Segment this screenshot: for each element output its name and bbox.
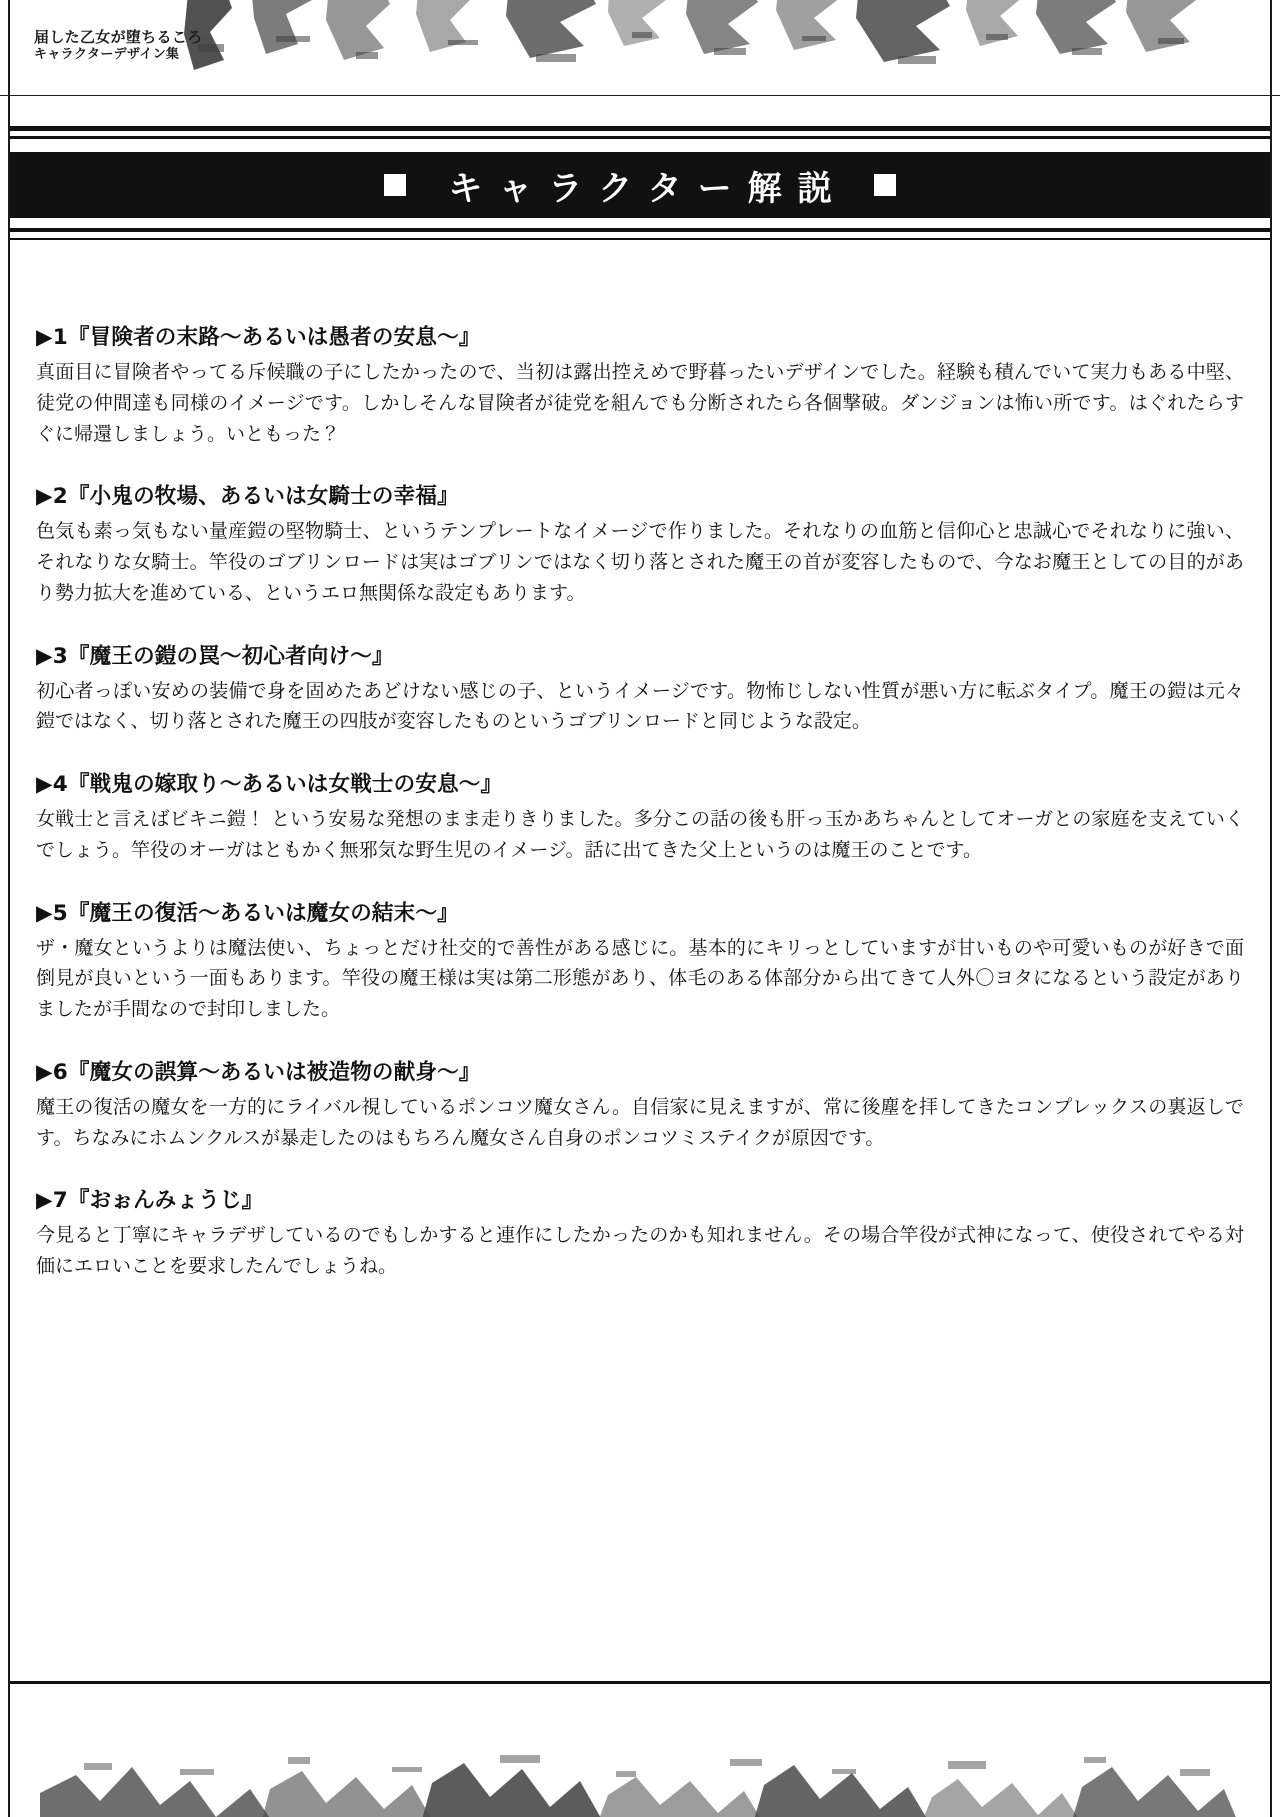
section-title-bar (10, 152, 1270, 218)
grunge-texture-bottom (40, 1697, 1240, 1817)
page-footer (0, 1667, 1280, 1817)
book-title-line-1: 届した乙女が堕ちるころ (34, 28, 203, 46)
commentary-entry-5 (36, 896, 1244, 1025)
header-divider (0, 95, 1280, 96)
entry-body: 魔王の復活の魔女を一方的にライバル視しているポンコツ魔女さん。自信家に見えますが、常に後塵を拝してきたコンプレックスの裏返しです。ちなみにホムンクルスが暴走したのはもちろん魔女さん自身のポンコツミステイクが原因です。 (36, 1095, 1244, 1149)
filled-square-icon-right (874, 174, 896, 196)
filled-square-icon-left (384, 174, 406, 196)
entry-body: 真面目に冒険者やってる斥候職の子にしたかったので、当初は露出控えめで野暮ったいデザインでした。経験も積んでいて実力もある中堅、徒党の仲間達も同様のイメージです。しかしそんな冒険者が徒党を組んでも分断されたら各個撃破。ダンジョンは怖い所です。はぐれたらすぐに帰還しましょう。いともった？ (36, 361, 1244, 445)
commentary-entry-1 (36, 320, 1244, 449)
entry-body: 初心者っぽい安めの装備で身を固めたあどけない感じの子、というイメージです。物怖じしない性質が悪い方に転ぶタイプ。魔王の鎧は元々鎧ではなく、切り落とされた魔王の四肢が変容したものというゴブリンロードと同じような設定。 (36, 679, 1244, 733)
divider-thick-upper (10, 126, 1270, 131)
entry-heading: ▶2『小鬼の牧場、あるいは女騎士の幸福』 (36, 484, 459, 510)
page-header (0, 0, 1280, 96)
entry-heading: ▶4『戦鬼の嫁取り～あるいは女戦士の安息～』 (36, 772, 503, 798)
page-border-right (1270, 0, 1272, 1817)
commentary-entry-6 (36, 1055, 1244, 1154)
book-title (34, 28, 203, 63)
commentary-entry-7 (36, 1183, 1244, 1282)
footer-divider (10, 1681, 1270, 1684)
page-border-left (8, 0, 10, 1817)
entry-body: 色気も素っ気もない量産鎧の堅物騎士、というテンプレートなイメージで作りました。それなりの血筋と信仰心と忠誠心でそれなりに強い、それなりな女騎士。竿役のゴブリンロードは実はゴブリンではなく切り落とされた魔王の首が変容したもので、今なお魔王としての目的があり勢力拡大を進めている、というエロ無関係な設定もあります。 (36, 520, 1244, 604)
entry-body: 今見ると丁寧にキャラデザしているのでもしかすると連作にしたかったのかも知れません。その場合竿役が式神になって、使役されてやる対価にエロいことを要求したんでしょうね。 (36, 1224, 1244, 1278)
commentary-entry-4 (36, 767, 1244, 866)
commentary-entry-2 (36, 479, 1244, 608)
entry-heading: ▶3『魔王の鎧の罠～初心者向け～』 (36, 643, 394, 669)
entry-body: 女戦士と言えばビキニ鎧！ という安易な発想のまま走りきりました。多分この話の後も肝っ玉かあちゃんとしてオーガとの家庭を支えていくでしょう。竿役のオーガはともかく無邪気な野生児のイメージ。話に出てきた父上というのは魔王のことです。 (36, 808, 1244, 861)
divider-thick-lower (10, 228, 1270, 232)
entry-heading: ▶7『おぉんみょうじ』 (36, 1188, 264, 1214)
grunge-texture-top (180, 0, 1220, 94)
book-title-line-2: キャラクターデザイン集 (34, 46, 180, 62)
entry-heading: ▶1『冒険者の末路～あるいは愚者の安息～』 (36, 325, 481, 350)
commentary-entry-3 (36, 639, 1244, 738)
entry-heading: ▶5『魔王の復活～あるいは魔女の結末～』 (36, 900, 459, 926)
divider-thin-lower (10, 238, 1270, 240)
character-commentary-list (36, 320, 1244, 1697)
entry-heading: ▶6『魔女の誤算～あるいは被造物の献身～』 (36, 1059, 481, 1085)
entry-body: ザ・魔女というよりは魔法使い、ちょっとだけ社交的で善性がある感じに。基本的にキリっとしていますが甘いものや可愛いものが好きで面倒見が良いという一面もあります。竿役の魔王様は実は第二形態があり、体毛のある体部分から出てきて人外〇ヨタになるという設定がありましたが手間なので封印しました。 (36, 936, 1244, 1021)
divider-thin-upper (10, 136, 1270, 139)
section-title: キャラクター解説 (448, 168, 848, 209)
